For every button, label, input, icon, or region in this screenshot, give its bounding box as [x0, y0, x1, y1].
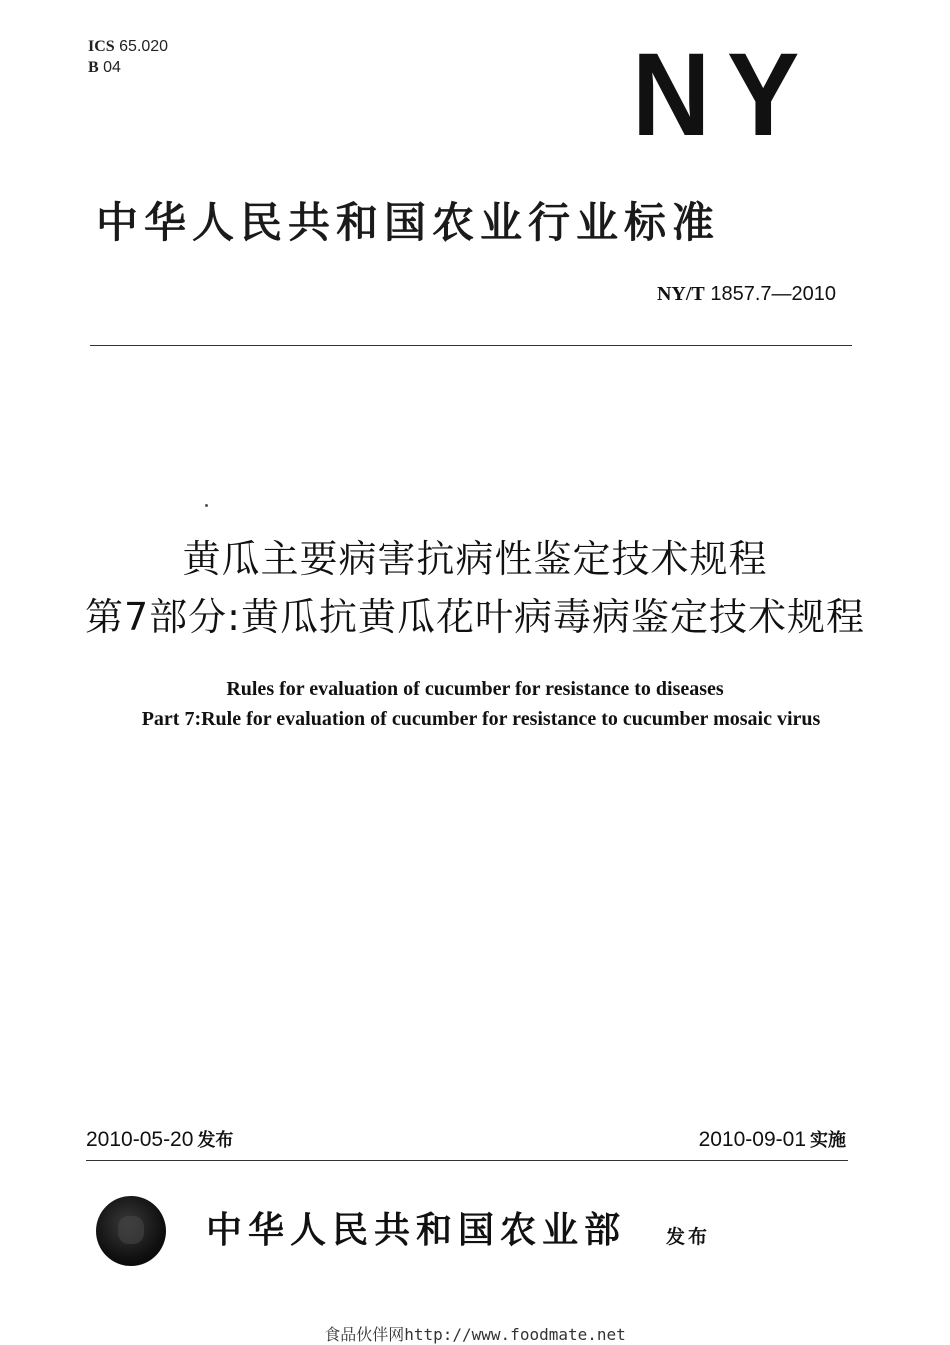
title-zh-line2: 第7部分:黄瓜抗黄瓜花叶病毒病鉴定技术规程 — [85, 595, 865, 639]
title-en-line1: Rules for evaluation of cucumber for resistance to diseases — [226, 678, 724, 700]
implement-date: 2010-09-01 — [698, 1128, 806, 1151]
issue-date-line — [86, 1126, 233, 1152]
footer-site-name: 食品伙伴网 — [324, 1325, 405, 1344]
standard-number-value: 1857.7—2010 — [710, 283, 836, 305]
title-zh-line1: 黄瓜主要病害抗病性鉴定技术规程 — [182, 537, 768, 581]
footer-divider — [86, 1160, 848, 1161]
ny-logo: NY — [632, 29, 816, 161]
footer-watermark — [0, 1322, 950, 1345]
implement-date-label: 实施 — [810, 1130, 846, 1151]
ics-code: 65.020 — [119, 38, 169, 55]
title-en-line2: Part 7:Rule for evaluation of cucumber for resistance to cucumber mosaic virus — [141, 708, 821, 730]
standard-category-name: 中华人民共和国农业行业标准 — [96, 198, 721, 247]
stray-dot — [205, 504, 208, 507]
issuer-label: 发布 — [666, 1226, 711, 1248]
footer-url[interactable]: http://www.foodmate.net — [404, 1325, 626, 1344]
implement-date-line — [699, 1126, 846, 1152]
issue-date-label: 发布 — [197, 1130, 234, 1151]
ministry-seal-icon — [96, 1196, 166, 1266]
class-label: B — [88, 59, 99, 76]
ics-label: ICS — [88, 38, 115, 55]
seal-emblem — [118, 1216, 144, 1244]
standard-number-prefix: NY/T — [656, 283, 705, 305]
ics-line — [88, 36, 168, 57]
standard-number — [657, 283, 836, 306]
class-code: 04 — [103, 59, 121, 76]
issue-date: 2010-05-20 — [86, 1128, 194, 1151]
classification-codes — [88, 36, 168, 78]
issuer-name: 中华人民共和国农业部 — [206, 1209, 627, 1251]
class-line — [88, 57, 168, 78]
header-divider — [90, 345, 852, 346]
